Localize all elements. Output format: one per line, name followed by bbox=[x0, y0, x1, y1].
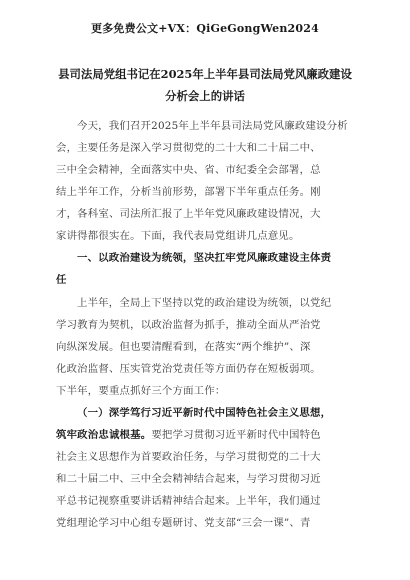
intro-line: 结上半年工作，分析当前形势，部署下半年重点任务。刚 bbox=[56, 186, 321, 198]
document-title-line-1: 县司法局党组书记在2025年上半年县司法局党风廉政建设 bbox=[58, 67, 352, 81]
subsection-heading: （一）深学笃行习近平新时代中国特色社会主义思想， bbox=[77, 407, 332, 419]
section-body-line: 下半年，要重点抓好三个方面工作： bbox=[56, 385, 226, 397]
section-body-line: 上半年，全局上下坚持以党的政治建设为统领，以党纪 bbox=[77, 297, 332, 309]
intro-line: 会，主要任务是深入学习贯彻党的二十大和二十届二中、 bbox=[56, 142, 321, 154]
subsection-heading-tail: 筑牢政治忠诚根基。 bbox=[56, 429, 152, 441]
section-body-line: 学习教育为契机，以政治监督为抓手，推动全面从严治党 bbox=[56, 319, 321, 331]
intro-line: 家讲得都很实在。下面，我代表局党组讲几点意见。 bbox=[56, 230, 300, 242]
subsection-body-line: 社会主义思想作为首要政治任务，与学习贯彻党的二十大 bbox=[56, 451, 321, 463]
section-body-line: 化政治监督、压实管党治党责任等方面仍存在短板弱项。 bbox=[56, 363, 321, 375]
section-heading: 任 bbox=[56, 274, 67, 286]
section-body-line: 向纵深发展。但也要清醒看到，在落实“两个维护”、深 bbox=[56, 341, 311, 353]
subsection-body-start: 要把学习贯彻习近平新时代中国特色 bbox=[151, 429, 321, 441]
document-title-line-2: 分析会上的讲话 bbox=[165, 89, 245, 103]
intro-line: 今天，我们召开2025年上半年县司法局党风廉政建设分析 bbox=[77, 120, 348, 132]
subsection-mixed-line bbox=[56, 424, 356, 446]
intro-line: 才，各科室、司法所汇报了上半年党风廉政建设情况，大 bbox=[56, 208, 321, 220]
subsection-body-line: 和二十届二中、三中全会精神结合起来，与学习贯彻习近 bbox=[56, 473, 321, 485]
section-heading: 一、以政治建设为统领，坚决扛牢党风廉政建设主体责 bbox=[77, 252, 332, 264]
subsection-body-line: 党组理论学习中心组专题研讨、党支部“三会一课”、青 bbox=[56, 517, 311, 529]
subsection-body-line: 平总书记视察重要讲话精神结合起来。上半年，我们通过 bbox=[56, 495, 321, 507]
watermark-header: 更多免费公文+VX：QiGeGongWen2024 bbox=[91, 22, 319, 35]
intro-line: 三中全会精神，全面落实中央、省、市纪委全会部署，总 bbox=[56, 164, 321, 176]
